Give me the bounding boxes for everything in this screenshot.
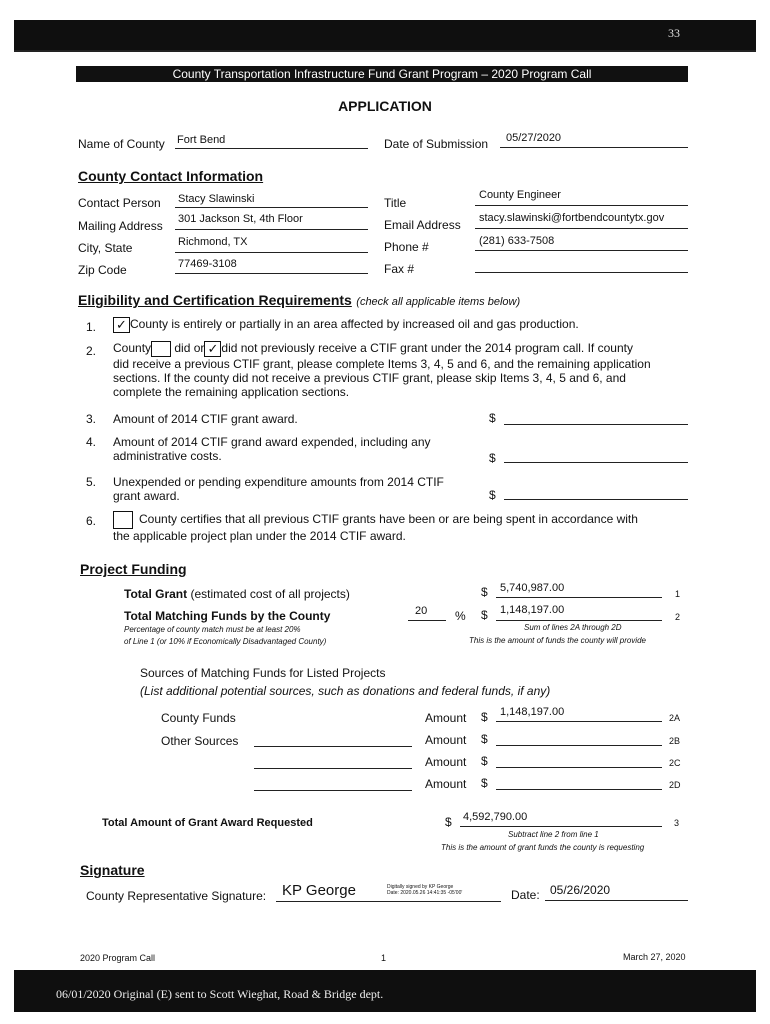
item-6-number: 6. — [86, 514, 97, 528]
title-value[interactable]: County Engineer — [479, 189, 561, 201]
footer-left: 2020 Program Call — [80, 953, 156, 963]
city-line — [175, 252, 368, 253]
signature-date-value[interactable]: 05/26/2020 — [550, 883, 611, 897]
other-source-line-2c[interactable] — [254, 768, 412, 769]
amount-2b-line[interactable] — [496, 745, 662, 746]
item-2-number: 2. — [86, 344, 97, 358]
contact-person-label: Contact Person — [78, 196, 161, 210]
item-4-number: 4. — [86, 435, 97, 449]
sources-heading: Sources of Matching Funds for Listed Projects — [140, 666, 386, 680]
title-label: Title — [384, 196, 407, 210]
item-4-amount-line[interactable] — [504, 462, 688, 463]
page-number: 33 — [668, 26, 680, 40]
phone-line — [475, 250, 688, 251]
zip-value[interactable]: 77469-3108 — [178, 258, 237, 270]
sum-note: Sum of lines 2A through 2D — [524, 623, 622, 632]
other-source-line-2d[interactable] — [254, 790, 412, 791]
matching-pct-value[interactable]: 20 — [415, 605, 428, 617]
email-value[interactable]: stacy.slawinski@fortbendcountytx.gov — [479, 212, 665, 224]
amount-2a-line — [496, 721, 662, 722]
fax-line[interactable] — [475, 272, 688, 273]
item-2-did-not-checkbox[interactable]: ✓ — [204, 341, 221, 357]
footer-page: 1 — [381, 953, 387, 963]
matching-dollar: $ — [481, 608, 488, 622]
eligibility-heading: Eligibility and Certification Requirements — [78, 292, 352, 308]
amount-2c-label: Amount — [425, 755, 467, 769]
matching-line — [496, 620, 662, 621]
matching-note-1: Percentage of county match must be at least 20% — [124, 625, 301, 634]
item-1-checkbox[interactable]: ✓ — [113, 317, 130, 333]
amount-2c-line[interactable] — [496, 767, 662, 768]
amount-2a-dollar: $ — [481, 710, 488, 724]
email-line — [475, 228, 688, 229]
item-5-amount-line[interactable] — [504, 499, 688, 500]
item-4-line2: administrative costs. — [113, 449, 222, 463]
pct-sign: % — [455, 609, 466, 623]
county-funds-label: County Funds — [161, 711, 236, 725]
total-grant-dollar: $ — [481, 585, 488, 599]
phone-label: Phone # — [384, 240, 429, 254]
email-label: Email Address — [384, 218, 461, 232]
item-2-did-not-text: did not previously receive a CTIF grant under the 2014 program call. If county — [221, 341, 633, 356]
item-5-line2: grant award. — [113, 489, 180, 503]
item-2-line2: did receive a previous CTIF grant, please complete Items 3, 4, 5 and 6, and the remaining application — [113, 357, 651, 371]
other-sources-label: Other Sources — [161, 734, 239, 748]
item-6-line1: County certifies that all previous CTIF grants have been or are being spent in accordance with — [139, 512, 638, 527]
program-banner: County Transportation Infrastructure Fund Grant Program – 2020 Program Call — [76, 66, 688, 82]
total-grant-line — [496, 597, 662, 598]
subtract-note: Subtract line 2 from line 1 — [508, 830, 599, 839]
signature-heading: Signature — [80, 862, 145, 878]
line-2c-ref: 2C — [669, 758, 681, 768]
bottom-bar — [14, 970, 756, 1012]
title-line — [475, 205, 688, 206]
amount-2a-value[interactable]: 1,148,197.00 — [500, 706, 565, 718]
digital-signature-line1: Digitally signed by KP George — [387, 884, 454, 890]
contact-heading: County Contact Information — [78, 168, 264, 184]
item-6-checkbox[interactable] — [113, 511, 133, 529]
item-1-number: 1. — [86, 320, 97, 334]
item-5-dollar: $ — [489, 488, 496, 502]
amount-2d-label: Amount — [425, 777, 467, 791]
line-2d-ref: 2D — [669, 780, 681, 790]
item-6 — [113, 511, 638, 543]
item-2-did-or: did or — [174, 341, 205, 356]
item-1 — [113, 317, 579, 333]
item-2-did-checkbox[interactable] — [151, 341, 171, 357]
top-rule — [14, 50, 756, 52]
signature-line — [276, 901, 501, 902]
funding-heading: Project Funding — [80, 561, 187, 577]
item-4-line1: Amount of 2014 CTIF grand award expended, including any — [113, 435, 431, 449]
signature-date-line — [545, 900, 688, 901]
amount-2c-dollar: $ — [481, 754, 488, 768]
page-title: APPLICATION — [338, 98, 432, 114]
line-3-ref: 3 — [674, 818, 680, 828]
total-requested-label: Total Amount of Grant Award Requested — [102, 817, 313, 829]
line-1-ref: 1 — [675, 589, 681, 599]
item-5-line1: Unexpended or pending expenditure amounts from 2014 CTIF — [113, 475, 444, 489]
total-requested-line — [460, 826, 662, 827]
total-grant-bold: Total Grant — [124, 587, 188, 601]
provide-note: This is the amount of funds the county will provide — [469, 636, 646, 645]
digital-signature-line2: Date: 2020.05.26 14:41:35 -05'00' — [387, 890, 463, 896]
amount-2d-dollar: $ — [481, 776, 488, 790]
amount-2d-line[interactable] — [496, 789, 662, 790]
total-requested-value[interactable]: 4,592,790.00 — [463, 811, 528, 823]
fax-label: Fax # — [384, 262, 415, 276]
item-2-line4: complete the remaining application sections. — [113, 385, 350, 399]
city-value[interactable]: Richmond, TX — [178, 236, 248, 248]
total-requested-dollar: $ — [445, 815, 452, 829]
total-grant-value[interactable]: 5,740,987.00 — [500, 582, 565, 594]
signature-value[interactable]: KP George — [282, 882, 356, 899]
eligibility-heading-row — [78, 292, 520, 310]
matching-note-2: of Line 1 (or 10% if Economically Disadvantaged County) — [124, 637, 327, 646]
top-bar — [14, 20, 756, 52]
total-grant-label — [124, 587, 350, 601]
zip-label: Zip Code — [78, 263, 127, 277]
contact-person-line — [175, 207, 368, 208]
item-3-dollar: $ — [489, 411, 496, 425]
item-2-county: County — [113, 341, 152, 356]
item-3-number: 3. — [86, 412, 97, 426]
total-grant-rest: (estimated cost of all projects) — [190, 587, 350, 601]
line-2-ref: 2 — [675, 612, 681, 622]
contact-person-value[interactable]: Stacy Slawinski — [178, 193, 255, 205]
item-4-dollar: $ — [489, 451, 496, 465]
phone-value[interactable]: (281) 633-7508 — [479, 235, 555, 247]
item-2-line3: sections. If the county did not receive a previous CTIF grant, please skip Items 3, 4, 5 and 6, and — [113, 371, 626, 385]
matching-value[interactable]: 1,148,197.00 — [500, 604, 565, 616]
signature-label: County Representative Signature: — [86, 889, 267, 903]
county-name-label: Name of County — [78, 137, 165, 151]
item-3-text: Amount of 2014 CTIF grant award. — [113, 412, 298, 426]
amount-2b-label: Amount — [425, 733, 467, 747]
line-2b-ref: 2B — [669, 736, 681, 746]
mailing-label: Mailing Address — [78, 219, 163, 233]
mailing-value[interactable]: 301 Jackson St, 4th Floor — [178, 213, 303, 225]
line-2a-ref: 2A — [669, 713, 681, 723]
city-label: City, State — [78, 241, 133, 255]
signature-date-label: Date: — [511, 888, 540, 902]
submission-date-line — [500, 147, 688, 148]
mailing-line — [175, 229, 368, 230]
item-5-number: 5. — [86, 475, 97, 489]
sources-note: (List additional potential sources, such as donations and federal funds, if any) — [140, 684, 551, 698]
submission-date-value[interactable]: 05/27/2020 — [506, 132, 562, 144]
submission-date-label: Date of Submission — [384, 137, 489, 151]
routing-stamp: 06/01/2020 Original (E) sent to Scott Wieghat, Road & Bridge dept. — [56, 987, 384, 1001]
item-4-text — [113, 435, 431, 463]
item-5-text — [113, 475, 444, 503]
amount-2b-dollar: $ — [481, 732, 488, 746]
amount-2a-label: Amount — [425, 711, 467, 725]
requesting-note: This is the amount of grant funds the county is requesting — [441, 843, 645, 852]
item-6-line2: the applicable project plan under the 2014 CTIF award. — [113, 529, 406, 543]
county-name-value[interactable]: Fort Bend — [177, 134, 226, 146]
item-3-amount-line[interactable] — [504, 424, 688, 425]
footer-right: March 27, 2020 — [623, 952, 686, 962]
eligibility-note: (check all applicable items below) — [356, 296, 521, 308]
matching-label: Total Matching Funds by the County — [124, 609, 331, 623]
item-2 — [113, 341, 693, 399]
county-name-line — [175, 148, 368, 149]
other-source-line-2b[interactable] — [254, 746, 412, 747]
item-1-text: County is entirely or partially in an area affected by increased oil and gas production. — [130, 317, 579, 332]
matching-pct-line — [408, 620, 446, 621]
zip-line — [175, 273, 368, 274]
digital-signature-stamp — [387, 884, 462, 896]
